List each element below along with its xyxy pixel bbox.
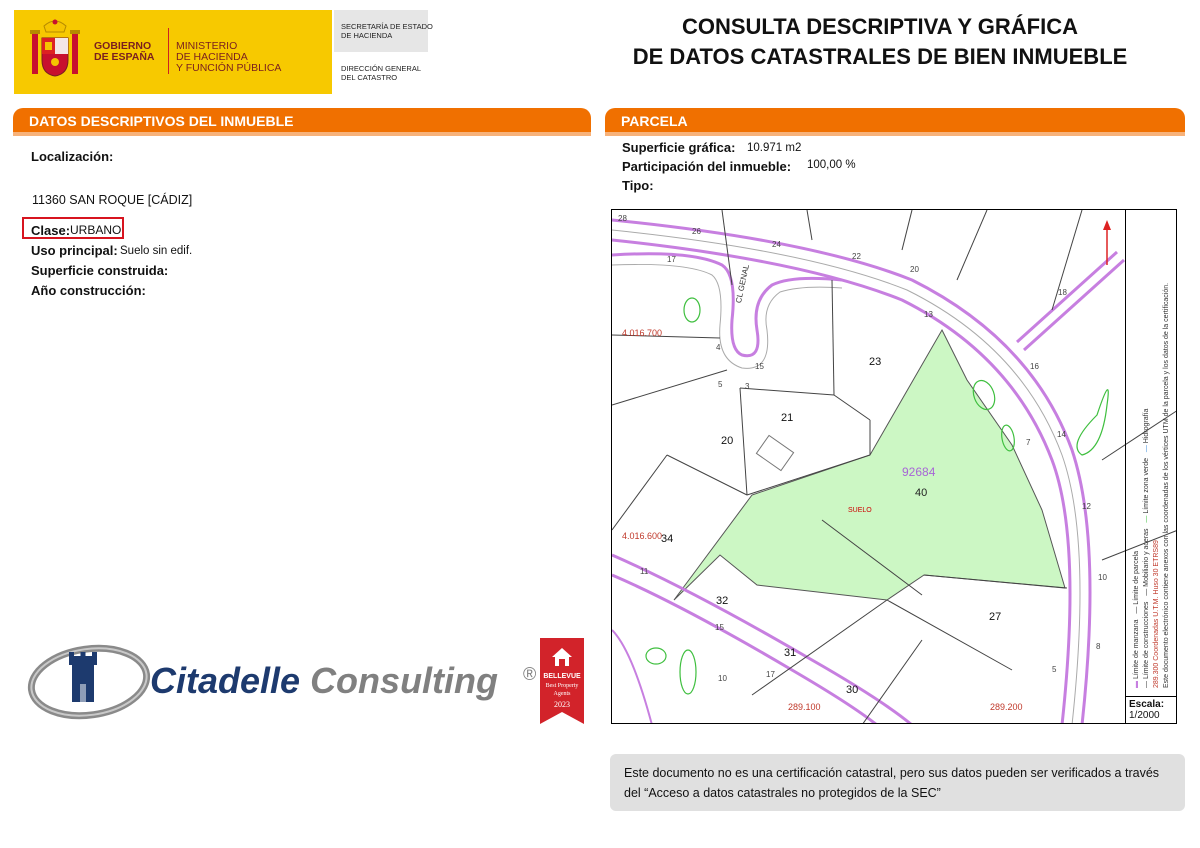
cul-de-sac-line xyxy=(612,264,842,368)
plot-label: 27 xyxy=(989,611,1002,623)
scale-value: 1/2000 xyxy=(1129,710,1160,721)
road-number: 12 xyxy=(1082,502,1091,511)
title-line2: DE DATOS CATASTRALES DE BIEN INMUEBLE xyxy=(632,44,1128,69)
cul-de-sac-boundary xyxy=(612,254,842,356)
plot-label: 32 xyxy=(716,595,729,607)
road-number: 3 xyxy=(745,382,750,391)
road-number: 28 xyxy=(618,214,627,223)
descriptive-heading-prefix: DATOS DESCRIPTIVOS DEL xyxy=(29,113,221,129)
road-number: 22 xyxy=(852,252,861,261)
legend-construcciones: Límite de construcciones xyxy=(1143,601,1150,680)
participacion-value: 100,00 % xyxy=(807,159,856,171)
legend-zona-verde: Límite zona verde xyxy=(1143,458,1150,514)
plot-label: 21 xyxy=(781,412,794,424)
street-name: CL GENAL xyxy=(734,263,751,304)
scale-label: Escala: xyxy=(1129,699,1165,710)
plot-label: 31 xyxy=(784,647,797,659)
uso-principal-label: Uso principal: xyxy=(31,243,118,258)
legend-hidrografia: Hidrografía xyxy=(1143,408,1150,444)
badge-line1: BELLEVUE xyxy=(543,673,581,680)
road-number: 10 xyxy=(718,674,727,683)
clase-value: URBANO xyxy=(70,223,122,237)
legend-manzana: Límite de manzana xyxy=(1133,619,1140,680)
road-number: 24 xyxy=(772,240,781,249)
road-number: 5 xyxy=(718,380,723,389)
clase-label: Clase: xyxy=(31,223,71,238)
map-canvas xyxy=(612,210,1177,724)
coord-x-1: 289.100 xyxy=(788,702,821,712)
ministry-line2: DE HACIENDA xyxy=(176,51,248,63)
header-divider xyxy=(168,28,169,74)
sec-line2: DE HACIENDA xyxy=(341,31,393,40)
parcel-number: 40 xyxy=(915,487,928,499)
legend-coords-note: 289.300 Coordenadas U.T.M. Huso 30 ETRS89 xyxy=(1153,540,1160,688)
descriptive-header-underline xyxy=(13,132,591,136)
road-number: 17 xyxy=(667,255,676,264)
legend-parcela: Límite de parcela xyxy=(1133,551,1140,605)
registered-mark: ® xyxy=(523,664,537,684)
superficie-grafica-label: Superficie gráfica: xyxy=(622,140,736,155)
road-number: 14 xyxy=(1057,430,1066,439)
page-title xyxy=(600,12,1160,72)
road-number: 17 xyxy=(766,670,775,679)
road-number: 11 xyxy=(640,567,649,576)
diagonal-road-1 xyxy=(1017,252,1117,342)
ministry-name xyxy=(176,41,281,74)
legend-divider xyxy=(1125,210,1126,724)
coord-y-1: 4.016.700 xyxy=(622,328,663,338)
gov-line2: DE ESPAÑA xyxy=(94,51,155,63)
road-number: 16 xyxy=(1030,362,1039,371)
parcela-section-header: PARCELA xyxy=(605,108,1185,134)
road-number: 10 xyxy=(1098,573,1107,582)
road-number: 26 xyxy=(692,227,701,236)
road-number: 5 xyxy=(1052,665,1057,674)
direccion-general-name xyxy=(341,64,421,82)
badge-year: 2023 xyxy=(554,700,570,709)
badge-line3: Agents xyxy=(553,691,571,697)
building-outline xyxy=(756,435,793,470)
ministry-line1: MINISTERIO xyxy=(176,40,238,52)
plot-label: 34 xyxy=(661,533,674,545)
road-number: 4 xyxy=(716,343,721,352)
title-line1: CONSULTA DESCRIPTIVA Y GRÁFICA xyxy=(681,14,1079,39)
disclaimer-note: Este documento no es una certificación catastral, pero sus datos pueden ser verificados a través del “Acceso a datos catastrales no protegidos de la SEC” xyxy=(610,754,1185,811)
citadelle-logo-icon xyxy=(26,638,156,720)
plot-label: 23 xyxy=(869,356,882,368)
company-name-part2: Consulting xyxy=(310,660,499,701)
coat-of-arms-icon xyxy=(24,18,86,84)
legend-mobiliario: Mobiliario y aceras xyxy=(1143,528,1150,587)
superficie-grafica-value: 10.971 m2 xyxy=(747,142,802,154)
descriptive-section-header xyxy=(13,108,591,134)
company-name xyxy=(150,660,498,702)
cadastral-map xyxy=(611,209,1177,724)
road-number: 15 xyxy=(715,623,724,632)
road-number: 13 xyxy=(924,310,933,319)
anio-construccion-label: Año construcción: xyxy=(31,283,146,298)
plot-label: 30 xyxy=(846,684,859,696)
legend: ▬ Límite de manzana — Límite de parcela — Límite de construcciones — Mobiliario y aceras — Límite zona verde — Hidrografía 289.300 Coordenadas U.T.M. Huso 30 ETRS89 Este documento electrónico contiene anexos con las coordenadas de los vértices UTM de la parcela y los datos de la certificación. xyxy=(1132,209,1172,688)
parcel-use-label: SUELO xyxy=(848,507,872,514)
sec-line1: SECRETARÍA DE ESTADO xyxy=(341,22,433,31)
tipo-label: Tipo: xyxy=(622,178,654,193)
company-name-part1: Citadelle xyxy=(150,660,301,701)
road-number: 20 xyxy=(910,265,919,274)
lower-left-curve xyxy=(612,630,652,724)
scale-divider xyxy=(1125,696,1177,697)
badge-line2: Best Property xyxy=(545,683,579,689)
coord-x-2: 289.200 xyxy=(990,702,1023,712)
parcela-header-underline xyxy=(605,132,1185,136)
gov-name xyxy=(94,41,154,63)
parcel-reference: 92684 xyxy=(902,465,936,479)
parcel-40-area xyxy=(674,330,1065,600)
road-number: 8 xyxy=(1096,642,1101,651)
uso-principal-value: Suelo sin edif. xyxy=(120,245,193,257)
road-number: 7 xyxy=(1026,438,1031,447)
road-number: 18 xyxy=(1058,288,1067,297)
gov-line1: GOBIERNO xyxy=(94,40,152,52)
ministry-line3: Y FUNCIÓN PÚBLICA xyxy=(176,62,282,74)
diagonal-road-2 xyxy=(1024,260,1124,350)
bellevue-badge-icon xyxy=(540,638,584,724)
superficie-construida-label: Superficie construida: xyxy=(31,263,169,278)
lower-road-inner xyxy=(612,575,877,724)
legend-doc-note: Este documento electrónico contiene anexos con las coordenadas de los vértices UTM de la parcela y los datos de la certificación. xyxy=(1163,282,1170,688)
plot-label: 20 xyxy=(721,435,734,447)
coord-y-2: 4.016.600 xyxy=(622,531,663,541)
participacion-label: Participación del inmueble: xyxy=(622,159,792,174)
secretaria-name xyxy=(341,22,433,40)
dg-line1: DIRECCIÓN GENERAL xyxy=(341,64,422,73)
descriptive-heading-bold: INMUEBLE xyxy=(220,113,294,129)
road-number: 15 xyxy=(755,362,764,371)
localizacion-label: Localización: xyxy=(31,149,114,164)
dg-line2: DEL CATASTRO xyxy=(341,73,398,82)
localizacion-value: 11360 SAN ROQUE [CÁDIZ] xyxy=(32,193,193,207)
